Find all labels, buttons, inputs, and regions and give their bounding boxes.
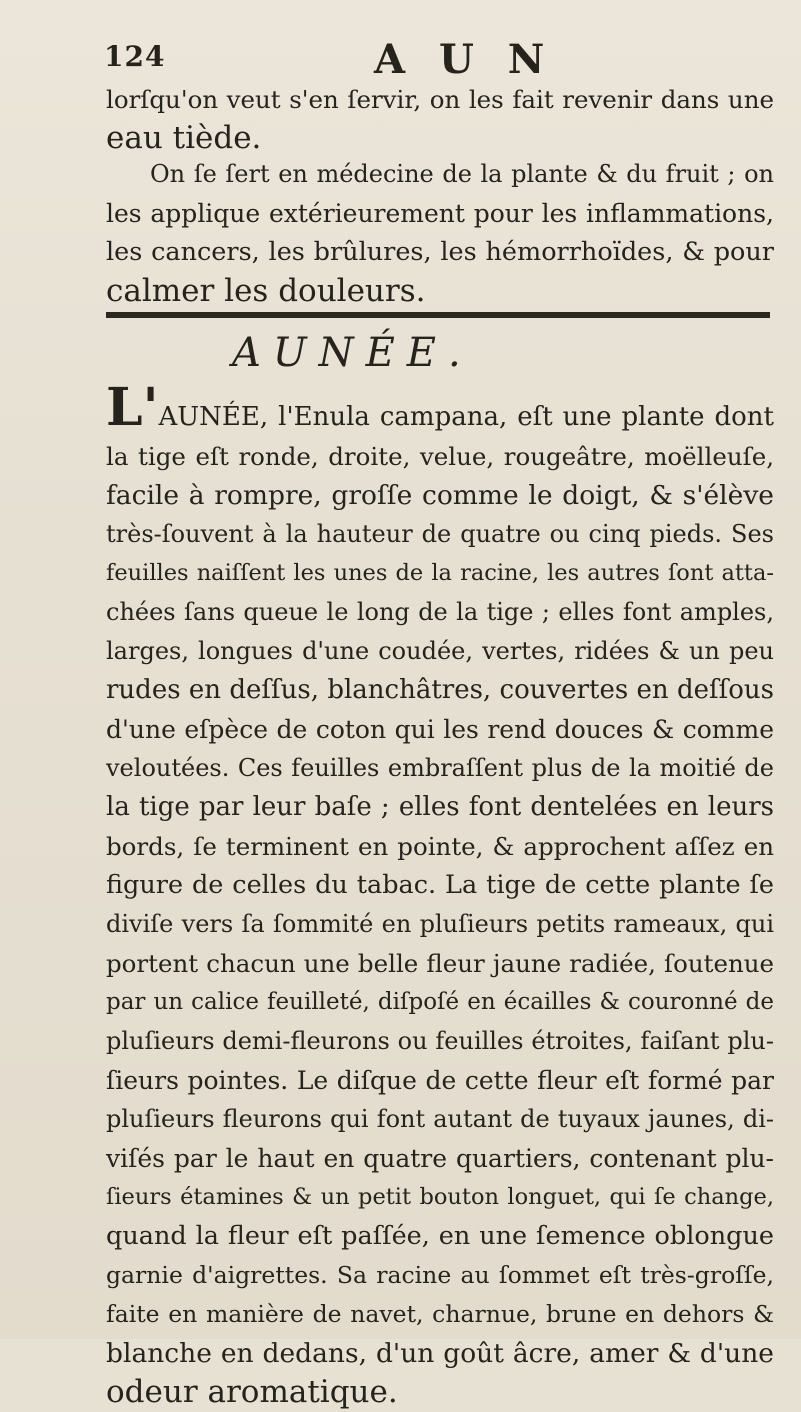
text-line: par un calice feuilleté, diſpoſé en écailles & couronné de — [106, 989, 774, 1015]
text-line: les cancers, les brûlures, les hémorrhoïdes, & pour — [106, 237, 774, 267]
text-line: ſieurs étamines & un petit bouton longuet, qui ſe change, — [106, 1184, 774, 1210]
text-line: portent chacun une belle fleur jaune radiée, ſoutenue — [106, 949, 774, 978]
text-line: lorſqu'on veut s'en ſervir, on les fait revenir dans une — [106, 85, 774, 114]
text-line: garnie d'aigrettes. Sa racine au ſommet eſt très-groſſe, — [106, 1261, 774, 1289]
text-line: diviſe vers ſa ſommité en pluſieurs petits rameaux, qui — [106, 910, 774, 938]
first-line-rest: , l'Enula campana, eſt une plante dont — [259, 402, 774, 432]
text-line: feuilles naiſſent les unes de la racine, les autres ſont atta- — [106, 560, 774, 586]
medicine-paragraph — [106, 155, 774, 311]
drop-cap: L' — [106, 377, 159, 438]
text-line: calmer les douleurs. — [106, 273, 426, 309]
text-line: d'une eſpèce de coton qui les rend douces & comme — [106, 715, 774, 744]
text-line: quand la fleur eſt paſſée, en une ſemence oblongue — [106, 1221, 774, 1251]
text-line: les applique extérieurement pour les inflammations, — [106, 199, 774, 228]
text-line: eau tiède. — [106, 120, 262, 156]
text-line: viſés par le haut en quatre quartiers, contenant plu- — [106, 1144, 774, 1173]
text-line: larges, longues d'une coudée, vertes, ridées & un peu — [106, 637, 774, 665]
text-line: On ſe ſert en médecine de la plante & du fruit ; on — [150, 160, 774, 188]
text-line: faite en manière de navet, charnue, brune en dehors & — [106, 1300, 774, 1328]
text-line: bords, ſe terminent en pointe, & approchent aſſez en — [106, 832, 774, 861]
text-line: figure de celles du tabac. La tige de cette plante ſe — [106, 870, 774, 900]
text-line: très-ſouvent à la hauteur de quatre ou cinq pieds. Ses — [106, 520, 774, 548]
text-line: la tige par leur baſe ; elles font dentelées en leurs — [106, 792, 774, 822]
section-paragraph — [106, 377, 774, 1412]
section-divider-rule — [106, 312, 770, 318]
first-text-line — [106, 377, 774, 438]
text-line: facile à rompre, groſſe comme le doigt, & s'élève — [106, 480, 774, 511]
running-title: A U N — [374, 36, 555, 83]
first-word: AUNÉE — [158, 402, 260, 432]
text-line: rudes en deſſus, blanchâtres, couvertes en deſſous — [106, 675, 774, 705]
text-line: la tige eſt ronde, droite, velue, rougeâtre, moëlleuſe, — [106, 442, 774, 471]
text-line: veloutées. Ces feuilles embraſſent plus de la moitié de — [106, 754, 774, 782]
text-line: pluſieurs demi-fleurons ou feuilles étroites, faiſant plu- — [106, 1027, 774, 1055]
text-line: pluſieurs fleurons qui font autant de tuyaux jaunes, di- — [106, 1105, 774, 1133]
text-line: chées ſans queue le long de la tige ; elles font amples, — [106, 598, 774, 626]
text-line: blanche en dedans, d'un goût âcre, amer & d'une — [106, 1338, 774, 1369]
text-line: ſieurs pointes. Le diſque de cette fleur eſt formé par — [106, 1066, 774, 1095]
running-head — [104, 36, 764, 83]
continuation-paragraph — [106, 80, 774, 158]
page-number: 124 — [104, 40, 166, 73]
text-line: odeur aromatique. — [106, 1374, 398, 1410]
section-title: AUNÉE. — [232, 330, 473, 376]
